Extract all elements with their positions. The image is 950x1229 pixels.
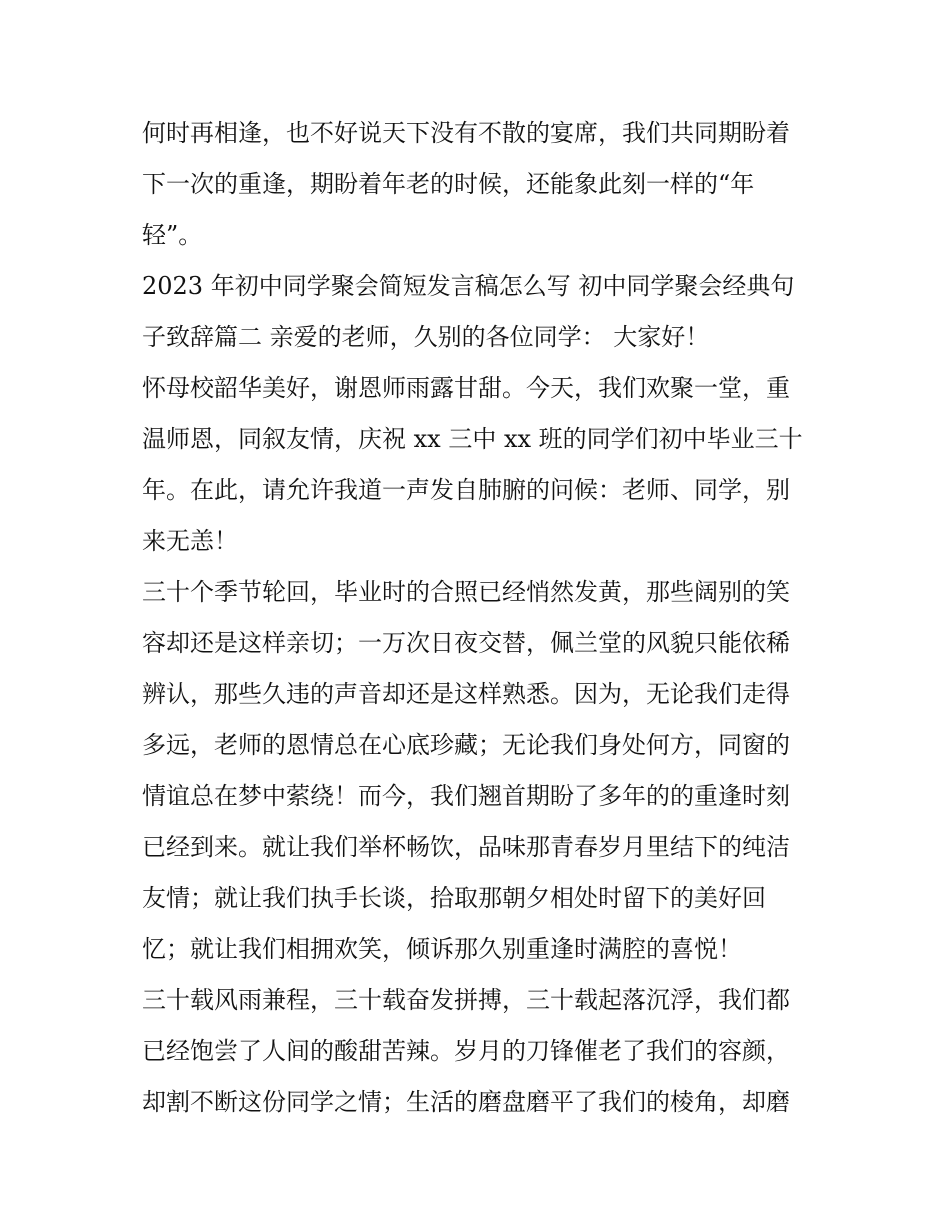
text-line: 年。在此，请允许我道一声发自肺腑的问候：老师、同学，别 bbox=[142, 476, 790, 504]
text-line: 却割不断这份同学之情；生活的磨盘磨平了我们的棱角，却磨 bbox=[142, 1088, 790, 1116]
text-line: 三十个季节轮回，毕业时的合照已经悄然发黄，那些阔别的笑 bbox=[142, 578, 790, 606]
text-line: 容却还是这样亲切；一万次日夜交替，佩兰堂的风貌只能依稀 bbox=[142, 629, 790, 657]
text-line: 情谊总在梦中萦绕！而今，我们翘首期盼了多年的的重逢时刻 bbox=[142, 782, 790, 810]
text-line: 辨认，那些久违的声音却还是这样熟悉。因为，无论我们走得 bbox=[142, 680, 790, 708]
section-heading-line: 子致辞篇二 亲爱的老师，久别的各位同学： 大家好！ bbox=[142, 323, 710, 351]
document-body bbox=[142, 108, 822, 1128]
text-line: 轻”。 bbox=[142, 221, 203, 249]
text-line: 忆；就让我们相拥欢笑，倾诉那久别重逢时满腔的喜悦！ bbox=[142, 935, 742, 963]
section-heading-line: 2023 年初中同学聚会简短发言稿怎么写 初中同学聚会经典句 bbox=[142, 272, 795, 300]
text-line: 三十载风雨兼程，三十载奋发拼搏，三十载起落沉浮，我们都 bbox=[142, 986, 790, 1014]
text-line: 温师恩，同叙友情，庆祝 xx 三中 xx 班的同学们初中毕业三十 bbox=[142, 425, 803, 453]
text-line: 来无恙！ bbox=[142, 527, 238, 555]
text-line: 何时再相逢，也不好说天下没有不散的宴席，我们共同期盼着 bbox=[142, 119, 790, 147]
text-line: 怀母校韶华美好，谢恩师雨露甘甜。今天，我们欢聚一堂，重 bbox=[142, 374, 790, 402]
text-line: 已经到来。就让我们举杯畅饮，品味那青春岁月里结下的纯洁 bbox=[142, 833, 790, 861]
text-line: 多远，老师的恩情总在心底珍藏；无论我们身处何方，同窗的 bbox=[142, 731, 790, 759]
text-line: 友情；就让我们执手长谈，拾取那朝夕相处时留下的美好回 bbox=[142, 884, 766, 912]
text-line: 已经饱尝了人间的酸甜苦辣。岁月的刀锋催老了我们的容颜， bbox=[142, 1037, 790, 1065]
text-line: 下一次的重逢，期盼着年老的时候，还能象此刻一样的“年 bbox=[142, 170, 755, 198]
